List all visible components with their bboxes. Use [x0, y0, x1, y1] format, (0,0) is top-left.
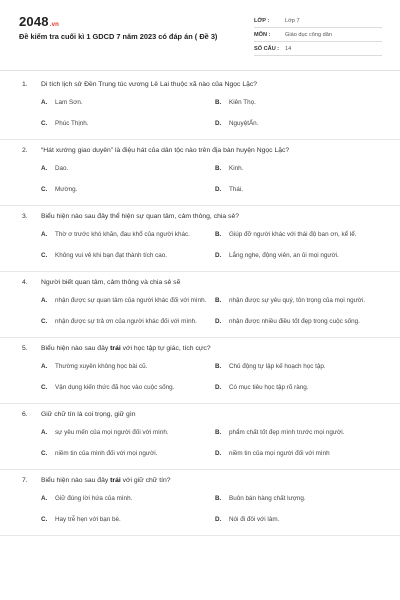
option-text: Thờ ơ trước khó khăn, đau khổ của người khác. [55, 231, 190, 239]
question-number: 3. [22, 213, 28, 220]
option-text: NguyệtẤn. [229, 120, 259, 128]
answer-options [22, 287, 390, 337]
option-letter: D. [215, 450, 222, 458]
meta-key: SỐ CÂU : [254, 45, 280, 52]
option-text: Thái. [229, 186, 243, 194]
option-letter: C. [41, 318, 48, 326]
meta-key: MÔN : [254, 31, 271, 38]
option-letter: B. [215, 99, 222, 107]
option-text: Giữ đúng lời hứa của mình. [55, 495, 133, 503]
answer-options [22, 419, 390, 469]
question-text-pre: Biểu hiện nào sau đây [41, 345, 111, 352]
answer-option[interactable] [215, 291, 389, 312]
question-4 [0, 272, 400, 338]
option-letter: A. [41, 231, 48, 239]
answer-option[interactable] [215, 159, 389, 180]
option-text: Kinh. [229, 165, 244, 173]
option-letter: B. [215, 363, 222, 371]
meta-row-question-count [254, 42, 382, 56]
answer-option[interactable] [215, 357, 389, 378]
answer-option[interactable] [41, 423, 215, 444]
question-number: 6. [22, 411, 28, 418]
answer-option[interactable] [41, 357, 215, 378]
question-text [41, 476, 171, 485]
answer-option[interactable] [41, 93, 215, 114]
question-list [0, 74, 400, 536]
option-text: niềm tin của mình đối với mọi người. [55, 450, 158, 458]
answer-option[interactable] [41, 180, 215, 201]
option-text: nhận được nhiều điều tốt đẹp trong cuộc sống. [229, 318, 360, 326]
option-text: Vận dụng kiến thức đã học vào cuộc sống. [55, 384, 175, 392]
option-letter: C. [41, 186, 48, 194]
question-text-pre: Biểu hiện nào sau đây thể hiện sự quan tâm, cảm thông, chia sẻ? [41, 213, 240, 220]
option-text: Hay trễ hẹn với bạn bè. [55, 516, 121, 524]
option-text: Phúc Thịnh. [55, 120, 89, 128]
question-number: 4. [22, 279, 28, 286]
question-text-pre: “Hát xướng giao duyên” là điệu hát của dân tộc nào trên địa bàn huyện Ngọc Lặc? [41, 147, 290, 154]
option-text: nhận được sự yêu quý, tôn trọng của mọi người. [229, 297, 366, 305]
option-text: Dao. [55, 165, 69, 173]
answer-option[interactable] [41, 114, 215, 135]
answer-option[interactable] [41, 291, 215, 312]
question-text [41, 212, 239, 221]
option-letter: C. [41, 384, 48, 392]
answer-option[interactable] [41, 378, 215, 399]
option-letter: A. [41, 363, 48, 371]
meta-table [254, 14, 382, 56]
meta-key: LỚP : [254, 17, 270, 24]
document-header [0, 0, 400, 70]
option-text: phẩm chất tốt đẹp mình trước mọi người. [229, 429, 345, 437]
question-text [41, 344, 211, 353]
question-2 [0, 140, 400, 206]
question-3 [0, 206, 400, 272]
answer-option[interactable] [215, 114, 389, 135]
answer-option[interactable] [215, 489, 389, 510]
answer-option[interactable] [41, 489, 215, 510]
option-letter: B. [215, 429, 222, 437]
option-letter: A. [41, 297, 48, 305]
question-text [41, 146, 289, 155]
question-stem [22, 338, 390, 353]
option-letter: B. [215, 297, 222, 305]
answer-option[interactable] [41, 312, 215, 333]
question-number: 7. [22, 477, 28, 484]
answer-option[interactable] [215, 444, 389, 465]
option-text: Có mục tiêu học tập rõ ràng. [229, 384, 309, 392]
question-number: 5. [22, 345, 28, 352]
option-text: Giúp đỡ người khác với thái độ ban ơn, kể lể. [229, 231, 357, 239]
meta-row-class [254, 14, 382, 28]
meta-value: 14 [285, 45, 292, 52]
option-text: Kiên Thọ. [229, 99, 256, 107]
option-letter: D. [215, 318, 222, 326]
option-text: Chủ động tự lập kế hoạch học tập. [229, 363, 326, 371]
option-letter: A. [41, 495, 48, 503]
option-letter: C. [41, 516, 48, 524]
question-5 [0, 338, 400, 404]
option-letter: B. [215, 495, 222, 503]
option-text: Thường xuyên không học bài cũ. [55, 363, 148, 371]
option-letter: A. [41, 429, 48, 437]
answer-option[interactable] [215, 312, 389, 333]
option-letter: D. [215, 186, 222, 194]
question-1 [0, 74, 400, 140]
answer-option[interactable] [41, 246, 215, 267]
answer-options [22, 485, 390, 535]
option-letter: C. [41, 252, 48, 260]
answer-option[interactable] [41, 159, 215, 180]
question-stem [22, 272, 390, 287]
question-text [41, 410, 136, 419]
question-text-post: với học tập tự giác, tích cực? [120, 345, 211, 352]
option-text: Nói đi đôi với làm. [229, 516, 280, 524]
option-text: nhận được sự quan tâm của người khác đối với mình. [55, 297, 207, 305]
answer-option[interactable] [215, 423, 389, 444]
option-letter: A. [41, 99, 48, 107]
answer-option[interactable] [215, 93, 389, 114]
question-text-pre: Người biết quan tâm, cảm thông và chia sẻ sẽ [41, 279, 181, 286]
option-letter: B. [215, 231, 222, 239]
question-text [41, 278, 180, 287]
meta-row-subject [254, 28, 382, 42]
answer-options [22, 221, 390, 271]
document-title: Đề kiểm tra cuối kì 1 GDCD 7 năm 2023 có đáp án ( Đề 3) [19, 32, 218, 41]
option-letter: A. [41, 165, 48, 173]
logo-suffix: .vn [49, 22, 60, 28]
question-text-pre: Biểu hiện nào sau đây [41, 477, 111, 484]
answer-options [22, 155, 390, 205]
question-text-pre: Giữ chữ tín là coi trọng, giữ gìn [41, 411, 136, 418]
answer-option[interactable] [41, 444, 215, 465]
option-letter: D. [215, 384, 222, 392]
option-letter: C. [41, 450, 48, 458]
answer-option[interactable] [215, 510, 389, 531]
option-letter: B. [215, 165, 222, 173]
question-stem [22, 404, 390, 419]
answer-option[interactable] [215, 225, 389, 246]
question-stem [22, 74, 390, 89]
meta-value: Lớp 7 [285, 17, 300, 24]
answer-options [22, 353, 390, 403]
option-text: Mường. [55, 186, 78, 194]
header-divider [0, 70, 400, 71]
question-number: 1. [22, 81, 28, 88]
option-text: niềm tin của mọi người đối với mình [229, 450, 330, 458]
answer-option[interactable] [215, 246, 389, 267]
answer-option[interactable] [215, 378, 389, 399]
question-6 [0, 404, 400, 470]
answer-option[interactable] [41, 510, 215, 531]
option-text: Lắng nghe, động viên, an ủi mọi người. [229, 252, 339, 260]
question-text-post: với giữ chữ tín? [120, 477, 171, 484]
option-text: Không vui vẻ khi bạn đạt thành tích cao. [55, 252, 168, 260]
question-7 [0, 470, 400, 536]
question-text-emphasis: trái [110, 477, 121, 484]
option-text: nhận được sự trả ơn của người khác đối với mình. [55, 318, 197, 326]
option-text: sự yêu mến của mọi người đối với mình. [55, 429, 169, 437]
option-letter: D. [215, 252, 222, 260]
meta-value: Giáo dục công dân [285, 31, 332, 38]
site-logo[interactable]: 2048.vn [19, 14, 60, 29]
answer-options [22, 89, 390, 139]
question-stem [22, 140, 390, 155]
answer-option[interactable] [215, 180, 389, 201]
option-letter: D. [215, 516, 222, 524]
option-text: Lam Sơn. [55, 99, 83, 107]
question-number: 2. [22, 147, 28, 154]
question-stem [22, 206, 390, 221]
question-text-emphasis: trái [110, 345, 121, 352]
question-stem [22, 470, 390, 485]
option-text: Buôn bán hàng chất lượng. [229, 495, 306, 503]
answer-option[interactable] [41, 225, 215, 246]
option-letter: C. [41, 120, 48, 128]
question-text-pre: Di tích lịch sử Đền Trung túc vương Lê Lai thuộc xã nào của Ngọc Lặc? [41, 81, 258, 88]
question-text [41, 80, 257, 89]
option-letter: D. [215, 120, 222, 128]
